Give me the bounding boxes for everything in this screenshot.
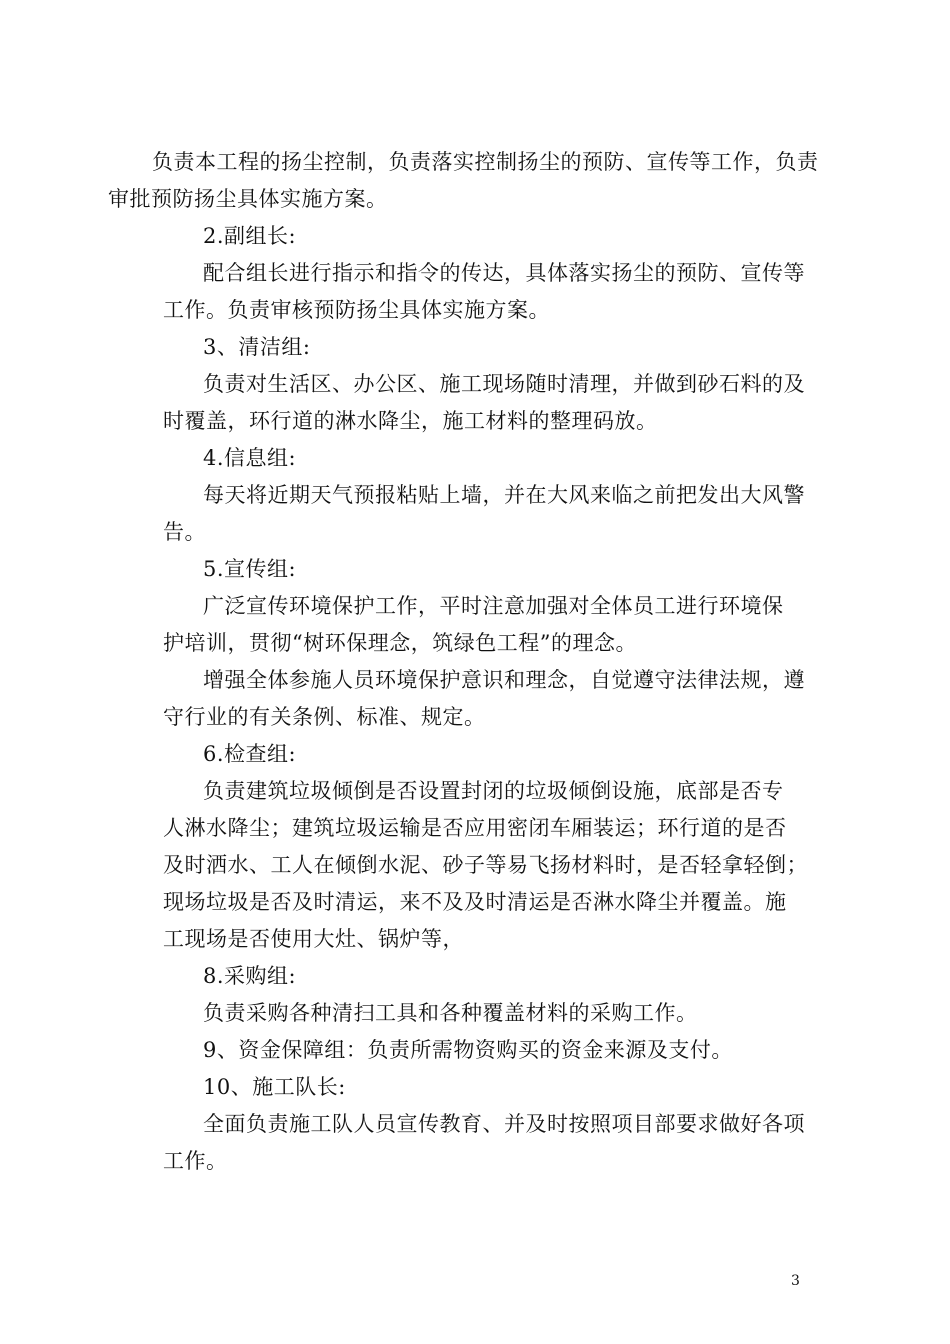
paragraph-line: 及时洒水、工人在倾倒水泥、砂子等易飞扬材料时，是否轻拿轻倒；	[163, 853, 808, 877]
section-heading: 3、清洁组:	[203, 335, 311, 359]
section-heading: 4.信息组:	[203, 446, 297, 470]
paragraph-line: 工作。负责审核预防扬尘具体实施方案。	[163, 298, 550, 322]
paragraph-line: 守行业的有关条例、标准、规定。	[163, 705, 486, 729]
paragraph-line: 配合组长进行指示和指令的传达，具体落实扬尘的预防、宣传等	[203, 261, 805, 285]
paragraph-line: 护培训，贯彻“树环保理念，筑绿色工程”的理念。	[163, 631, 637, 655]
paragraph-line: 广泛宣传环境保护工作，平时注意加强对全体员工进行环境保	[203, 594, 784, 618]
paragraph-line: 负责建筑垃圾倾倒是否设置封闭的垃圾倾倒设施，底部是否专	[203, 779, 784, 803]
paragraph-line: 工作。	[163, 1149, 228, 1173]
section-heading: 5.宣传组:	[203, 557, 297, 581]
paragraph-line: 现场垃圾是否及时清运，来不及及时清运是否淋水降尘并覆盖。施	[163, 890, 787, 914]
page-number: 3	[791, 1273, 800, 1289]
section-heading: 10、施工队长:	[203, 1075, 346, 1099]
paragraph-line: 告。	[163, 520, 206, 544]
section-heading: 6.检查组:	[203, 742, 297, 766]
section-heading: 8.采购组:	[203, 964, 297, 988]
paragraph-line: 负责采购各种清扫工具和各种覆盖材料的采购工作。	[203, 1001, 698, 1025]
paragraph-line: 增强全体参施人员环境保护意识和理念，自觉遵守法律法规，遵	[203, 668, 805, 692]
paragraph-line: 9、资金保障组：负责所需物资购买的资金来源及支付。	[203, 1038, 733, 1062]
paragraph-line: 全面负责施工队人员宣传教育、并及时按照项目部要求做好各项	[203, 1112, 805, 1136]
paragraph-line: 每天将近期天气预报粘贴上墙，并在大风来临之前把发出大风警	[203, 483, 805, 507]
paragraph-line: 审批预防扬尘具体实施方案。	[108, 187, 388, 211]
paragraph-line: 负责本工程的扬尘控制，负责落实控制扬尘的预防、宣传等工作，负责	[152, 150, 819, 174]
paragraph-line: 时覆盖，环行道的淋水降尘，施工材料的整理码放。	[163, 409, 658, 433]
paragraph-line: 人淋水降尘；建筑垃圾运输是否应用密闭车厢装运；环行道的是否	[163, 816, 787, 840]
paragraph-line: 负责对生活区、办公区、施工现场随时清理，并做到砂石料的及	[203, 372, 805, 396]
section-heading: 2.副组长:	[203, 224, 297, 248]
paragraph-line: 工现场是否使用大灶、锅炉等，	[163, 927, 464, 951]
